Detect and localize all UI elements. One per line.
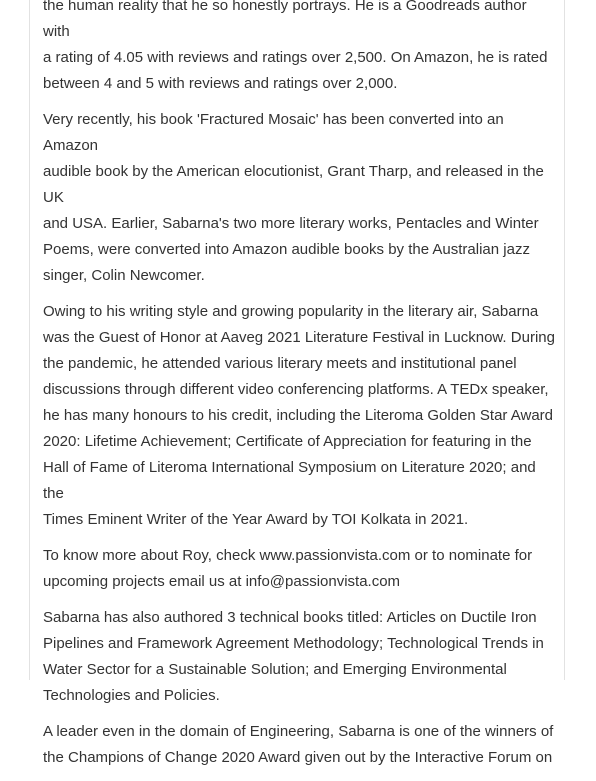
article-paragraph-contact: To know more about Roy, check www.passionvista.com or to nominate for upcoming projects email us at info@passionvista.com <box>43 547 533 590</box>
article-paragraph-technical-books: Sabarna has also authored 3 technical books titled: Articles on Ductile Iron Pipelines and Framework Agreement Methodology; Technological Trends in Water Sector for a Sustainable Solution; and Emerging Environmental Technologies and Policies. <box>43 609 544 704</box>
article-paragraph-honours: Owing to his writing style and growing popularity in the literary air, Sabarna was the Guest of Honor at Aaveg 2021 Literature Festival in Lucknow. During the pandemic, he attended various literary meets and institutional panel discussions through different video conferencing platforms. A TEDx speaker, he has many honours to his credit, including the Literoma Golden Star Award 2020: Lifetime Achievement; Certificate of Appreciation for featuring in the Hall of Fame of Literoma International Symposium on Literature 2020; and the Times Eminent Writer of the Year Award by TOI Kolkata in 2021. <box>43 303 555 528</box>
article-card <box>29 0 565 766</box>
article-paragraph-ratings: the human reality that he so honestly portrays. He is a Goodreads author with a rating of 4.05 with reviews and ratings over 2,500. On Amazon, he is rated between 4 and 5 with reviews and ratings over 2,000. <box>43 0 548 92</box>
article-paragraph-engineering: A leader even in the domain of Engineering, Sabarna is one of the winners of the Champions of Change 2020 Award given out by the Interactive Forum on <box>43 723 554 766</box>
article-paragraph-audible: Very recently, his book 'Fractured Mosaic' has been converted into an Amazon audible book by the American elocutionist, Grant Tharp, and released in the UK and USA. Earlier, Sabarna's two more literary works, Pentacles and Winter Poems, were converted into Amazon audible books by the Australian jazz singer, Colin Newcomer. <box>43 111 544 284</box>
article-body <box>43 0 555 781</box>
